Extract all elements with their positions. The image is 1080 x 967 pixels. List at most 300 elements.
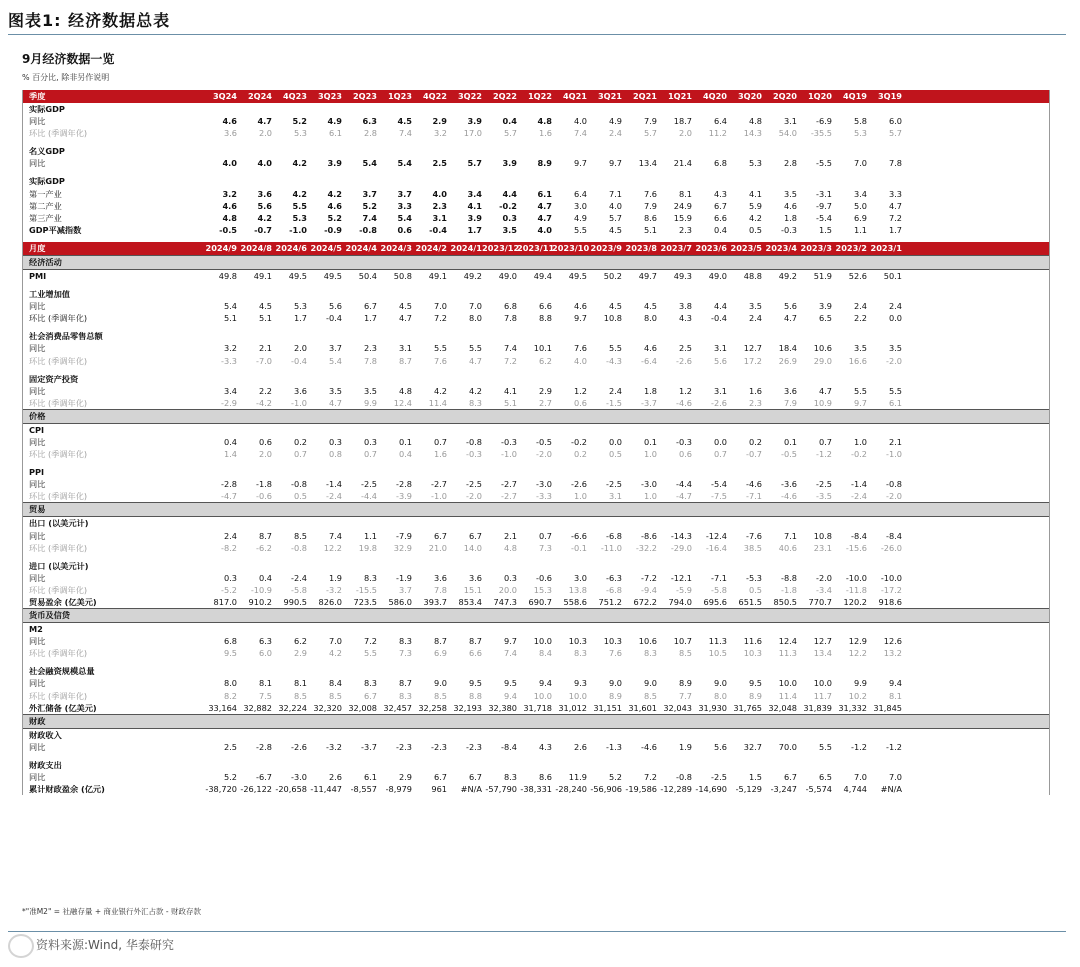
value-cell: -20,658 [275, 784, 307, 795]
row-label: 同比 [29, 678, 46, 689]
value-cell: 8.7 [398, 355, 412, 366]
unit-note: % 百分比, 除非另作说明 [22, 73, 110, 82]
month_header-header-cell: 2023/11 [517, 242, 555, 253]
value-cell: 393.7 [423, 597, 447, 607]
value-cell: -0.4 [711, 313, 727, 324]
value-cell: 3.6 [223, 128, 237, 139]
value-cell: -3.4 [816, 584, 832, 595]
row-label: 环比 (季调年化) [29, 584, 88, 595]
data-row [23, 478, 1049, 490]
value-cell: -4.2 [256, 397, 272, 408]
value-cell: 32,008 [348, 702, 377, 713]
data-row [23, 542, 1049, 554]
value-cell: -4.6 [781, 491, 797, 502]
value-cell: -2.5 [816, 479, 832, 490]
value-cell: 6.1 [888, 397, 902, 408]
value-cell: 672.2 [633, 597, 657, 607]
value-cell: -6.4 [641, 355, 657, 366]
value-cell: 5.7 [503, 128, 517, 139]
value-cell: 20.0 [498, 584, 517, 595]
value-cell: 5.5 [573, 224, 587, 235]
value-cell: 5.6 [257, 200, 272, 211]
value-cell: 3.6 [468, 572, 482, 583]
value-cell: -0.8 [466, 436, 482, 447]
data-row [23, 572, 1049, 584]
value-cell: 2.9 [398, 772, 412, 783]
value-cell: 17.2 [743, 355, 762, 366]
value-cell: -1.0 [291, 397, 307, 408]
value-cell: 4.0 [608, 200, 622, 211]
value-cell: 10.2 [848, 690, 867, 701]
bottom-rule [8, 931, 1066, 932]
value-cell: -6.7 [256, 772, 272, 783]
category-row [23, 288, 1049, 300]
value-cell: 3.4 [223, 385, 237, 396]
value-cell: 0.7 [818, 436, 832, 447]
value-cell: 9.7 [573, 158, 587, 169]
value-cell: 10.0 [778, 678, 797, 689]
value-cell: -0.5 [781, 449, 797, 460]
value-cell: 0.6 [573, 397, 587, 408]
value-cell: 794.0 [668, 597, 692, 607]
value-cell: 4.1 [467, 200, 482, 211]
value-cell: -14,690 [695, 784, 727, 795]
month_header-header-cell: 2023/4 [765, 242, 797, 253]
value-cell: 4.9 [327, 116, 342, 127]
value-cell: -28,240 [555, 784, 587, 795]
month_header-header-cell: 2023/7 [660, 242, 692, 253]
value-cell: 3.5 [783, 188, 797, 199]
value-cell: 8.3 [643, 648, 657, 659]
value-cell: 18.7 [673, 116, 692, 127]
value-cell: 6.2 [538, 355, 552, 366]
value-cell: 4.8 [748, 116, 762, 127]
value-cell: 1.7 [888, 224, 902, 235]
value-cell: -3.2 [326, 584, 342, 595]
value-cell: 9.9 [363, 397, 377, 408]
row-label: 同比 [29, 158, 46, 169]
table-subtitle: 9月经济数据一览 [22, 52, 115, 66]
value-cell: 1.5 [748, 772, 762, 783]
value-cell: 3.4 [853, 188, 867, 199]
value-cell: -10.9 [250, 584, 272, 595]
value-cell: 7.4 [573, 128, 587, 139]
value-cell: 31,765 [733, 702, 762, 713]
value-cell: 2.9 [432, 116, 447, 127]
value-cell: 5.2 [608, 772, 622, 783]
row-label: 工业增加值 [29, 289, 70, 300]
value-cell: 5.3 [293, 301, 307, 312]
value-cell: 0.3 [502, 212, 517, 223]
value-cell: 4.8 [222, 212, 237, 223]
value-cell: 4.3 [538, 741, 552, 752]
value-cell: 5.2 [223, 772, 237, 783]
value-cell: 10.8 [603, 313, 622, 324]
data-row [23, 224, 1049, 236]
value-cell: 2.3 [432, 200, 447, 211]
value-cell: 3.7 [328, 343, 342, 354]
value-cell: 32.7 [743, 741, 762, 752]
value-cell: 7.8 [363, 355, 377, 366]
value-cell: 8.7 [433, 636, 447, 647]
value-cell: 3.9 [502, 158, 517, 169]
value-cell: 6.0 [888, 116, 902, 127]
value-cell: 3.2 [433, 128, 447, 139]
value-cell: 0.6 [258, 436, 272, 447]
value-cell: 2.5 [432, 158, 447, 169]
value-cell: -0.8 [291, 479, 307, 490]
value-cell: 6.4 [713, 116, 727, 127]
value-cell: -4.3 [606, 355, 622, 366]
value-cell: 3.0 [573, 200, 587, 211]
value-cell: 2.4 [608, 128, 622, 139]
row-label: 实际GDP [29, 176, 65, 187]
value-cell: 751.2 [598, 597, 622, 607]
value-cell: 9.7 [853, 397, 867, 408]
value-cell: -5.8 [291, 584, 307, 595]
data-row [23, 771, 1049, 783]
data-row [23, 115, 1049, 127]
value-cell: 0.7 [713, 449, 727, 460]
value-cell: 21.0 [428, 542, 447, 553]
value-cell: -0.7 [254, 224, 272, 235]
value-cell: 0.1 [398, 436, 412, 447]
value-cell: 1.8 [783, 212, 797, 223]
quarter_header-header-cell: 4Q20 [702, 91, 727, 101]
value-cell: -0.5 [219, 224, 237, 235]
value-cell: -1.3 [606, 741, 622, 752]
value-cell: -2.7 [501, 491, 517, 502]
value-cell: 15.1 [463, 584, 482, 595]
value-cell: -12,289 [660, 784, 692, 795]
value-cell: 13.8 [568, 584, 587, 595]
value-cell: 52.6 [848, 270, 867, 281]
value-cell: 6.8 [223, 636, 237, 647]
row-label: 同比 [29, 636, 46, 647]
value-cell: 5.6 [713, 355, 727, 366]
value-cell: -0.9 [324, 224, 342, 235]
quarter_header-header-cell: 3Q24 [212, 91, 237, 101]
value-cell: 8.7 [258, 530, 272, 541]
value-cell: 0.6 [678, 449, 692, 460]
data-row [23, 212, 1049, 224]
row-label: 价格 [29, 410, 46, 421]
value-cell: -4.7 [676, 491, 692, 502]
value-cell: 49.4 [533, 270, 552, 281]
value-cell: 4.7 [783, 313, 797, 324]
row-label: 出口 (以美元计) [29, 518, 89, 529]
value-cell: 8.3 [573, 648, 587, 659]
value-cell: 9.3 [573, 678, 587, 689]
data-row [23, 157, 1049, 169]
row-label: 环比 (季调年化) [29, 355, 88, 366]
value-cell: -7.6 [746, 530, 762, 541]
value-cell: 4.6 [222, 116, 237, 127]
row-label: 第二产业 [29, 200, 62, 211]
value-cell: 2.0 [258, 128, 272, 139]
value-cell: -2.8 [256, 741, 272, 752]
value-cell: 9.7 [503, 636, 517, 647]
value-cell: 3.6 [293, 385, 307, 396]
value-cell: 4.0 [257, 158, 272, 169]
value-cell: 3.3 [888, 188, 902, 199]
value-cell: 10.6 [638, 636, 657, 647]
value-cell: 2.3 [363, 343, 377, 354]
value-cell: -2.5 [466, 479, 482, 490]
value-cell: 49.2 [463, 270, 482, 281]
value-cell: 3.4 [467, 188, 482, 199]
quarter_header-header-cell: 1Q21 [667, 91, 692, 101]
quarter_header-header-cell: 3Q19 [877, 91, 902, 101]
month_header-header-cell: 2024/5 [310, 242, 342, 253]
value-cell: -11.0 [600, 542, 622, 553]
value-cell: 13.4 [813, 648, 832, 659]
value-cell: 49.1 [253, 270, 272, 281]
value-cell: 4.6 [643, 343, 657, 354]
value-cell: 4.7 [888, 200, 902, 211]
value-cell: -0.3 [676, 436, 692, 447]
value-cell: 0.4 [713, 224, 727, 235]
value-cell: 4.9 [573, 212, 587, 223]
value-cell: 4.5 [397, 116, 412, 127]
value-cell: -5,574 [805, 784, 832, 795]
value-cell: 14.0 [463, 542, 482, 553]
value-cell: 9.0 [643, 678, 657, 689]
value-cell: 7.6 [643, 188, 657, 199]
value-cell: -2.8 [396, 479, 412, 490]
value-cell: 7.6 [433, 355, 447, 366]
value-cell: -8,979 [385, 784, 412, 795]
section-row [23, 608, 1049, 623]
value-cell: -8.4 [501, 741, 517, 752]
data-row [23, 312, 1049, 324]
value-cell: 5.0 [853, 200, 867, 211]
value-cell: 10.0 [813, 678, 832, 689]
value-cell: -2.3 [396, 741, 412, 752]
value-cell: -7.0 [256, 355, 272, 366]
value-cell: 1.9 [328, 572, 342, 583]
value-cell: -0.3 [501, 436, 517, 447]
value-cell: 7.4 [362, 212, 377, 223]
value-cell: 29.0 [813, 355, 832, 366]
value-cell: -3.0 [291, 772, 307, 783]
data-row [23, 385, 1049, 397]
value-cell: 3.1 [608, 491, 622, 502]
value-cell: 4.7 [398, 313, 412, 324]
value-cell: 6.2 [293, 636, 307, 647]
value-cell: 10.3 [743, 648, 762, 659]
quarter_header-header-cell: 1Q20 [807, 91, 832, 101]
value-cell: -56,906 [590, 784, 622, 795]
quarter_header-header-cell: 2Q21 [632, 91, 657, 101]
value-cell: -2.4 [851, 491, 867, 502]
value-cell: 4.9 [608, 116, 622, 127]
value-cell: 7.0 [328, 636, 342, 647]
value-cell: 16.6 [848, 355, 867, 366]
data-row [23, 635, 1049, 647]
value-cell: 4.2 [433, 385, 447, 396]
value-cell: -5.8 [711, 584, 727, 595]
value-cell: -15.6 [845, 542, 867, 553]
row-label: 环比 (季调年化) [29, 648, 88, 659]
value-cell: 2.4 [608, 385, 622, 396]
top-rule [8, 34, 1066, 35]
value-cell: -5,129 [735, 784, 762, 795]
value-cell: 4.3 [678, 313, 692, 324]
value-cell: 49.1 [428, 270, 447, 281]
value-cell: -0.3 [781, 224, 797, 235]
row-label: GDP平减指数 [29, 224, 82, 235]
value-cell: 695.6 [703, 597, 727, 607]
row-label: 同比 [29, 772, 46, 783]
value-cell: 32,320 [313, 702, 342, 713]
value-cell: 5.8 [853, 116, 867, 127]
value-cell: 11.6 [743, 636, 762, 647]
value-cell: -5.4 [711, 479, 727, 490]
value-cell: 32,457 [383, 702, 412, 713]
value-cell: 11.2 [708, 128, 727, 139]
value-cell: -8.8 [781, 572, 797, 583]
value-cell: 2.9 [538, 385, 552, 396]
row-label: 环比 (季调年化) [29, 491, 88, 502]
value-cell: -5.2 [221, 584, 237, 595]
value-cell: 2.1 [503, 530, 517, 541]
value-cell: 0.7 [433, 436, 447, 447]
value-cell: 3.2 [222, 188, 237, 199]
value-cell: 6.6 [468, 648, 482, 659]
value-cell: -2.3 [431, 741, 447, 752]
value-cell: 6.7 [468, 530, 482, 541]
section-row [23, 255, 1049, 270]
value-cell: 11.7 [813, 690, 832, 701]
value-cell: 49.2 [778, 270, 797, 281]
month_header-header-cell: 2023/12 [482, 242, 520, 253]
value-cell: 0.2 [293, 436, 307, 447]
value-cell: 1.4 [223, 449, 237, 460]
value-cell: 7.6 [608, 648, 622, 659]
footnote: *"准M2" = 社融存量 + 商业银行外汇占款 - 财政存款 [22, 907, 201, 916]
value-cell: 6.1 [328, 128, 342, 139]
value-cell: -2.0 [886, 491, 902, 502]
quarter_header-header-cell: 3Q20 [737, 91, 762, 101]
value-cell: 0.1 [643, 436, 657, 447]
value-cell: 15.9 [673, 212, 692, 223]
value-cell: -7.5 [711, 491, 727, 502]
row-label: 第三产业 [29, 212, 62, 223]
value-cell: -6.3 [606, 572, 622, 583]
value-cell: 49.5 [288, 270, 307, 281]
category-row [23, 560, 1049, 572]
value-cell: -5.9 [676, 584, 692, 595]
value-cell: 10.0 [533, 690, 552, 701]
month_header-header-cell: 2024/4 [345, 242, 377, 253]
value-cell: 826.0 [318, 597, 342, 607]
value-cell: 5.5 [818, 741, 832, 752]
value-cell: 2.8 [783, 158, 797, 169]
value-cell: 6.1 [537, 188, 552, 199]
value-cell: 0.3 [328, 436, 342, 447]
section-row [23, 714, 1049, 729]
value-cell: -3.2 [326, 741, 342, 752]
value-cell: 5.4 [328, 355, 342, 366]
value-cell: 8.0 [713, 690, 727, 701]
value-cell: 8.5 [643, 690, 657, 701]
month_header-header-cell: 2023/9 [590, 242, 622, 253]
value-cell: 12.7 [813, 636, 832, 647]
row-label: 环比 (季调年化) [29, 128, 88, 139]
value-cell: -4.4 [676, 479, 692, 490]
row-label: 环比 (季调年化) [29, 313, 88, 324]
row-label: M2 [29, 624, 43, 635]
value-cell: 4,744 [843, 784, 867, 795]
value-cell: 5.5 [363, 648, 377, 659]
value-cell: -3.5 [816, 491, 832, 502]
value-cell: -8.2 [221, 542, 237, 553]
value-cell: 9.5 [748, 678, 762, 689]
value-cell: 13.4 [638, 158, 657, 169]
data-row [23, 647, 1049, 659]
value-cell: 7.4 [503, 648, 517, 659]
value-cell: 5.9 [748, 200, 762, 211]
value-cell: 11.3 [778, 648, 797, 659]
value-cell: 7.0 [433, 301, 447, 312]
month_header-header-row [23, 242, 1049, 255]
value-cell: 31,601 [628, 702, 657, 713]
value-cell: 4.2 [328, 648, 342, 659]
month_header-header-cell: 2023/8 [625, 242, 657, 253]
value-cell: -2.0 [816, 572, 832, 583]
value-cell: -8,557 [350, 784, 377, 795]
value-cell: -3.1 [816, 188, 832, 199]
value-cell: 7.9 [643, 200, 657, 211]
value-cell: 2.0 [293, 343, 307, 354]
value-cell: 586.0 [388, 597, 412, 607]
value-cell: -12.4 [705, 530, 727, 541]
quarter_header-header-cell: 1Q22 [527, 91, 552, 101]
value-cell: 11.9 [568, 772, 587, 783]
data-row [23, 355, 1049, 367]
value-cell: 0.5 [608, 449, 622, 460]
value-cell: 49.5 [568, 270, 587, 281]
row-label: 贸易 [29, 504, 46, 515]
data-row [23, 741, 1049, 753]
value-cell: 6.6 [713, 212, 727, 223]
value-cell: 8.5 [433, 690, 447, 701]
value-cell: -2.4 [291, 572, 307, 583]
value-cell: 8.5 [293, 530, 307, 541]
value-cell: -7.2 [641, 572, 657, 583]
value-cell: -5.4 [816, 212, 832, 223]
value-cell: -0.4 [429, 224, 447, 235]
value-cell: 11.4 [778, 690, 797, 701]
value-cell: 9.4 [888, 678, 902, 689]
value-cell: 3.5 [363, 385, 377, 396]
value-cell: -26.0 [880, 542, 902, 553]
value-cell: 8.3 [468, 397, 482, 408]
value-cell: -26,122 [240, 784, 272, 795]
row-label: 社会融资规模总量 [29, 666, 95, 677]
data-row [23, 342, 1049, 354]
value-cell: 2.3 [678, 224, 692, 235]
value-cell: 1.7 [363, 313, 377, 324]
value-cell: 31,151 [593, 702, 622, 713]
value-cell: 3.1 [783, 116, 797, 127]
category-row [23, 330, 1049, 342]
value-cell: -1.0 [886, 449, 902, 460]
category-row [23, 373, 1049, 385]
value-cell: -0.7 [746, 449, 762, 460]
value-cell: 17.0 [463, 128, 482, 139]
